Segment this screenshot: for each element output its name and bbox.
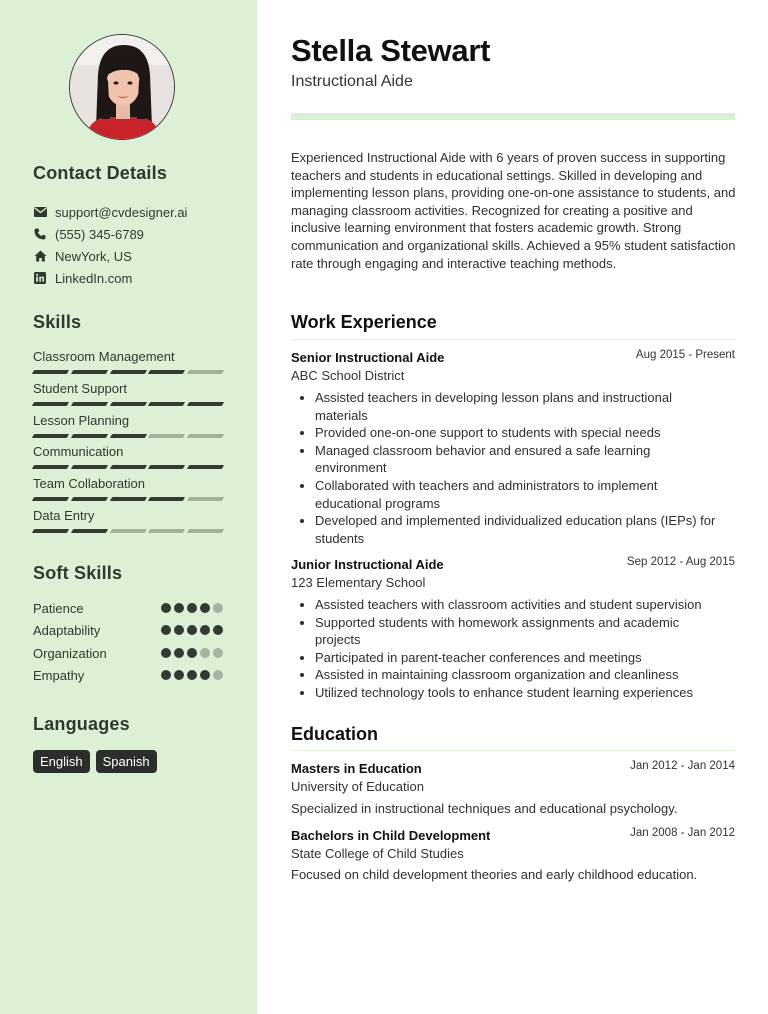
skill-level-segment [71,370,108,374]
rating-dot [200,625,210,635]
skill-level-segment [71,497,108,501]
skill-level-segment [187,402,224,406]
rating-dot [161,670,171,680]
summary-text: Experienced Instructional Aide with 6 years of proven success in supporting teachers and students in educational settings. Skilled in developing and implementing lesson plans, providing one-on-one assistance to students, and managing classroom activities. Recognized for creating a positive and inclusive learning environment that fosters academic growth. Strong communication and organizational skills. Achieved a 95% student satisfaction rate through engaging and interactive teaching methods. [291,150,736,271]
school-name: State College of Child Studies [291,846,464,861]
skill-label: Classroom Management [33,349,175,364]
languages-list [33,750,157,773]
list-item: • Collaborated with teachers and administrators to implement educational programs [315,477,725,512]
skill-item [33,349,223,374]
skill-meter [33,370,223,374]
soft-skill-label: Empathy [33,667,85,683]
skill-item [33,444,223,469]
main-content [291,0,735,1014]
skill-label: Communication [33,444,124,459]
language-badge: English [33,750,90,773]
skill-level-segment [148,529,185,533]
accent-divider [291,113,735,120]
skill-level-segment [109,529,146,533]
skill-level-segment [109,434,146,438]
rating-dot [200,670,210,680]
soft-skills-heading: Soft Skills [33,563,123,583]
job-role: Instructional Aide [291,73,413,90]
skill-level-segment [187,529,224,533]
job-title: Junior Instructional Aide [291,557,444,572]
skill-label: Team Collaboration [33,476,146,491]
list-item: • Provided one-on-one support to students with special needs [315,424,725,442]
rating-dot [161,625,171,635]
skill-level-segment [32,434,69,438]
skill-meter [33,497,223,501]
skill-meter [33,465,223,469]
skill-level-segment [187,465,224,469]
skills-heading: Skills [33,312,82,332]
avatar [69,34,175,140]
skill-item [33,381,223,406]
soft-skill-rating [161,670,223,680]
sidebar [0,0,257,1014]
rating-dot [187,603,197,613]
contact-linkedin[interactable] [33,269,132,287]
skill-level-segment [109,497,146,501]
list-item: • Utilized technology tools to enhance student learning experiences [315,684,725,702]
rating-dot [213,603,223,613]
education-heading: Education [291,724,379,744]
list-item: • Supported students with homework assignments and academic projects [315,614,725,649]
skill-meter [33,529,223,533]
languages-heading: Languages [33,714,130,734]
skill-meter [33,434,223,438]
skill-level-segment [109,402,146,406]
soft-skill-item [33,644,223,662]
home-icon [33,249,47,263]
phone-icon [33,227,47,241]
skill-item [33,476,223,501]
job-employer: 123 Elementary School [291,575,426,590]
rating-dot [161,603,171,613]
soft-skill-item [33,621,223,639]
linkedin-icon [33,271,47,285]
job-dates: Sep 2012 - Aug 2015 [626,556,735,568]
contact-location [33,247,132,265]
contact-heading: Contact Details [33,163,168,183]
skill-level-segment [32,402,69,406]
job-employer: ABC School District [291,368,405,383]
contact-email-text: support@cvdesigner.ai [55,204,188,220]
skill-label: Lesson Planning [33,413,130,428]
section-divider [291,750,735,751]
job-bullets [315,596,725,702]
soft-skill-item [33,599,223,617]
rating-dot [187,648,197,658]
skill-level-segment [148,434,185,438]
work-heading: Work Experience [291,312,437,332]
rating-dot [213,648,223,658]
rating-dot [213,670,223,680]
education-description: Specialized in instructional techniques and educational psychology. [291,801,678,816]
skill-level-segment [109,465,146,469]
skill-level-segment [32,529,69,533]
skill-level-segment [109,370,146,374]
rating-dot [187,625,197,635]
soft-skill-rating [161,625,223,635]
education-description: Focused on child development theories and early childhood education. [291,867,698,882]
skill-level-segment [187,370,224,374]
rating-dot [174,603,184,613]
soft-skill-rating [161,603,223,613]
skill-item [33,413,223,438]
skill-level-segment [71,465,108,469]
skill-level-segment [32,370,69,374]
skill-level-segment [71,434,108,438]
language-badge: Spanish [96,750,157,773]
soft-skill-label: Organization [33,645,107,661]
list-item: • Participated in parent-teacher conferences and meetings [315,649,725,667]
rating-dot [187,670,197,680]
envelope-icon [33,205,47,219]
soft-skill-rating [161,648,223,658]
skill-level-segment [148,370,185,374]
profile-photo [70,35,175,140]
rating-dot [161,648,171,658]
list-item: • Assisted in maintaining classroom organization and cleanliness [315,666,725,684]
rating-dot [200,603,210,613]
job-bullets [315,389,725,547]
degree-title: Bachelors in Child Development [291,828,491,843]
education-dates: Jan 2012 - Jan 2014 [630,760,735,772]
soft-skill-item [33,666,223,684]
rating-dot [200,648,210,658]
skill-label: Data Entry [33,508,95,523]
rating-dot [174,648,184,658]
list-item: • Developed and implemented individualized education plans (IEPs) for students [315,512,725,547]
contact-email[interactable] [33,203,187,221]
education-dates: Jan 2008 - Jan 2012 [630,827,735,839]
skill-level-segment [32,497,69,501]
job-dates: Aug 2015 - Present [635,349,735,361]
skill-level-segment [71,402,108,406]
list-item: • Managed classroom behavior and ensured a safe learning environment [315,442,725,477]
skill-item [33,508,223,533]
section-divider [291,339,735,340]
soft-skill-label: Patience [33,600,84,616]
contact-phone[interactable] [33,225,144,243]
skill-level-segment [187,434,224,438]
list-item: • Assisted teachers in developing lesson plans and instructional materials [315,389,725,424]
rating-dot [213,625,223,635]
skill-level-segment [187,497,224,501]
soft-skill-label: Adaptability [33,622,101,638]
skill-level-segment [148,497,185,501]
skill-level-segment [71,529,108,533]
skill-level-segment [148,465,185,469]
skill-level-segment [32,465,69,469]
skill-meter [33,402,223,406]
job-title: Senior Instructional Aide [291,350,445,365]
skill-level-segment [148,402,185,406]
rating-dot [174,625,184,635]
contact-location-text: NewYork, US [55,248,132,264]
degree-title: Masters in Education [291,761,422,776]
contact-linkedin-text: LinkedIn.com [55,270,133,286]
skill-label: Student Support [33,381,127,396]
list-item: • Assisted teachers with classroom activities and student supervision [315,596,725,614]
page-title: Stella Stewart [291,33,491,68]
rating-dot [174,670,184,680]
school-name: University of Education [291,779,424,794]
contact-phone-text: (555) 345-6789 [55,226,144,242]
